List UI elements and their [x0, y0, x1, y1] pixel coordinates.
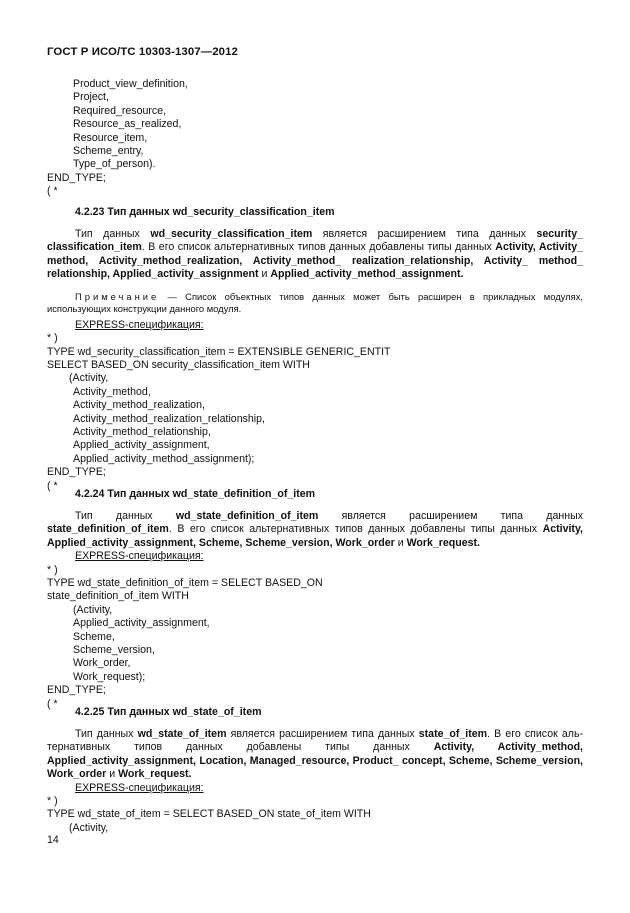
bold-run: Work_request.: [406, 536, 480, 549]
document-header: ГОСТ Р ИСО/ТС 10303-1307—2012: [47, 46, 238, 58]
text-run: является расширением типа данных: [312, 228, 537, 240]
text-run: . В его список альтернативных типов данных добавлены типы данных: [168, 523, 543, 536]
section-paragraph: [47, 728, 583, 782]
code-line: state_definition_of_item WITH: [47, 590, 189, 603]
code-line: Resource_as_realized,: [73, 118, 182, 131]
code-line: Applied_activity_assignment,: [73, 617, 210, 630]
note-text: — Список объектных типов данных может быть расширен в прикладных модулях, использующих конструкции данного модуля.: [47, 290, 583, 315]
express-spec-label: EXPRESS-спецификация:: [75, 781, 204, 794]
section-heading: 4.2.24 Тип данных wd_state_definition_of_item: [75, 488, 316, 500]
text-run: Тип данных: [75, 728, 138, 740]
code-comment-open: ( *: [47, 479, 58, 492]
text-run: является расширением типа данных: [318, 510, 583, 522]
code-line: TYPE wd_security_classification_item = EXTENSIBLE GENERIC_ENTIT: [47, 345, 391, 358]
text-run: . В его список альтернативных типов данных добавлены типы данных: [141, 241, 496, 254]
text-run: и: [258, 268, 271, 281]
text-run: и: [106, 768, 119, 781]
page-number: 14: [47, 834, 59, 846]
code-comment-open: ( *: [47, 185, 58, 198]
bold-run: Activity, Applied_activity_assignment, Scheme, Scheme_version, Work_order: [47, 523, 583, 549]
code-line: Resource_item,: [73, 131, 148, 144]
code-line: Work_request);: [73, 670, 146, 683]
bold-run: security_ classification_item: [47, 228, 583, 254]
bold-run: Work_request.: [118, 768, 192, 781]
bold-run: Activity, Activity_ method, Activity_method_realization, Activity_method_ realization_relationship, Activity_ method_ relationship, Applied_activity_assignment: [47, 241, 583, 281]
section-heading: 4.2.25 Тип данных wd_state_of_item: [75, 706, 262, 718]
code-line: TYPE wd_state_definition_of_item = SELECT BASED_ON: [47, 577, 323, 589]
text-run: Тип данных: [75, 228, 151, 240]
text-run: является расширением типа данных: [226, 728, 419, 740]
bold-run: wd_security_classification_item: [150, 228, 313, 240]
code-line: SELECT BASED_ON security_classification_item WITH: [47, 358, 310, 371]
code-line: (Activity,: [69, 821, 109, 834]
code-line: Work_order,: [73, 657, 131, 670]
text-run: . В его список аль-тернативных типов данных добавлены типы данных: [47, 728, 583, 754]
code-end-type: END_TYPE;: [47, 171, 106, 184]
section-4-2-24: [47, 487, 583, 711]
code-block-continuation: [47, 78, 583, 199]
code-line: * ): [47, 332, 58, 345]
code-line: Activity_method_realization_relationship,: [73, 412, 265, 425]
section-4-2-25: [47, 705, 583, 835]
code-line: Scheme_version,: [73, 643, 155, 656]
code-end-type: END_TYPE;: [47, 466, 106, 479]
section-paragraph: [47, 228, 583, 282]
code-line: TYPE wd_state_of_item = SELECT BASED_ON state_of_item WITH: [47, 808, 371, 821]
code-line: (Activity,: [69, 372, 109, 385]
code-line: * ): [47, 795, 58, 808]
express-spec-label: EXPRESS-спецификация:: [75, 318, 204, 331]
bold-run: Applied_activity_method_assignment.: [270, 268, 464, 281]
note-label: Примечание: [75, 290, 160, 302]
code-line: Project,: [73, 91, 109, 104]
code-line: Required_resource,: [73, 104, 167, 117]
code-line: (Activity,: [73, 603, 113, 616]
bold-run: wd_state_of_item: [137, 728, 227, 740]
text-run: Тип данных: [75, 510, 176, 522]
note-paragraph: [47, 291, 583, 316]
section-heading: 4.2.23 Тип данных wd_security_classification_item: [75, 206, 335, 218]
code-line: * ): [47, 563, 58, 576]
code-line: Scheme_entry,: [73, 144, 144, 157]
bold-run: state_definition_of_item: [47, 523, 169, 536]
bold-run: Activity, Activity_method, Applied_activity_assignment, Location, Managed_resource, Product_ concept, Scheme, Scheme_version, Work_order: [47, 741, 583, 781]
section-4-2-23: [47, 205, 583, 493]
code-line: Product_view_definition,: [73, 78, 188, 90]
code-line: Activity_method_realization,: [73, 399, 205, 412]
bold-run: wd_state_definition_of_item: [175, 510, 319, 522]
code-end-type: END_TYPE;: [47, 684, 106, 697]
express-spec-label: EXPRESS-спецификация:: [75, 550, 204, 563]
code-line: Applied_activity_method_assignment);: [73, 452, 255, 465]
code-line: Scheme,: [73, 630, 115, 643]
code-line: Type_of_person).: [73, 158, 156, 171]
bold-run: state_of_item: [418, 728, 488, 740]
code-comment-open: ( *: [47, 697, 58, 710]
code-line: Activity_method,: [73, 385, 151, 398]
section-paragraph: [47, 510, 583, 550]
code-line: Activity_method_relationship,: [73, 425, 211, 438]
code-line: Applied_activity_assignment,: [73, 439, 210, 452]
text-run: и: [394, 536, 407, 549]
